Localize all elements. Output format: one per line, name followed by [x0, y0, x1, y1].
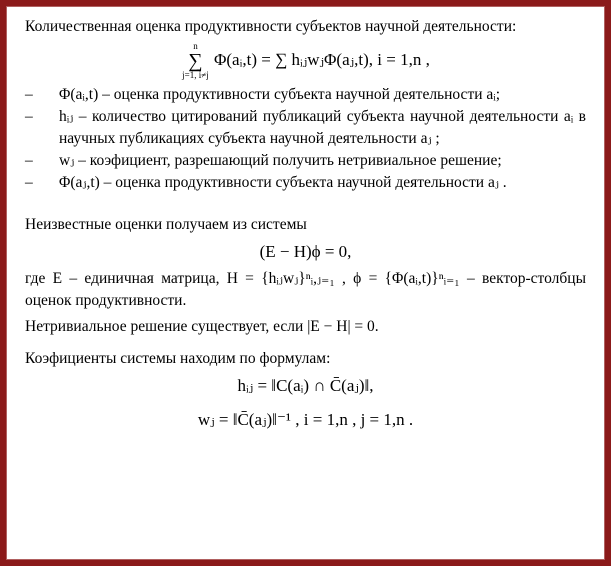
sum-symbol: n ∑ j=1, i≠j	[182, 41, 209, 80]
document-body	[6, 6, 605, 560]
bullet-item: – Φ(aᵢ,t) – оценка продуктивности субъекта научной деятельности aᵢ;	[25, 86, 501, 103]
bullet-item: – wⱼ – коэфициент, разрешающий получить нетривиальное решение;	[25, 152, 502, 169]
bullet-item: – hᵢⱼ – количество цитирований публикаций субъекта научной деятельности aᵢ в научных публикациях субъекта научной деятельности aⱼ ;	[25, 108, 586, 147]
intro-text: Количественная оценка продуктивности субъектов научной деятельности:	[25, 18, 517, 35]
bullet-item: – Φ(aⱼ,t) – оценка продуктивности субъекта научной деятельности aⱼ .	[25, 174, 507, 191]
nontrivial-text: Нетривиальное решение существует, если |E − H| = 0.	[25, 318, 379, 336]
formula-system: (E − H)ϕ = 0,	[259, 242, 352, 261]
formula-main: n ∑ j=1, i≠j Φ(aᵢ,t) = ∑ hᵢⱼwⱼΦ(aⱼ,t), i = 1,n ,	[182, 41, 430, 80]
system-intro: Неизвестные оценки получаем из системы	[25, 216, 307, 233]
formula-h: hᵢⱼ = ‖C(aᵢ) ∩ C̄(aⱼ)‖,	[237, 376, 374, 396]
where-text: где E – единичная матрица, H = {hᵢⱼwⱼ}ⁿᵢ,ⱼ₌₁ , ϕ = {Φ(aᵢ,t)}ⁿᵢ₌₁ – вектор-столбцы оценок продуктивности.	[25, 270, 586, 310]
formula-w: wⱼ = ‖C̄(aⱼ)‖⁻¹ , i = 1,n , j = 1,n .	[197, 410, 414, 430]
coef-intro: Коэфициенты системы находим по формулам:	[25, 350, 331, 368]
